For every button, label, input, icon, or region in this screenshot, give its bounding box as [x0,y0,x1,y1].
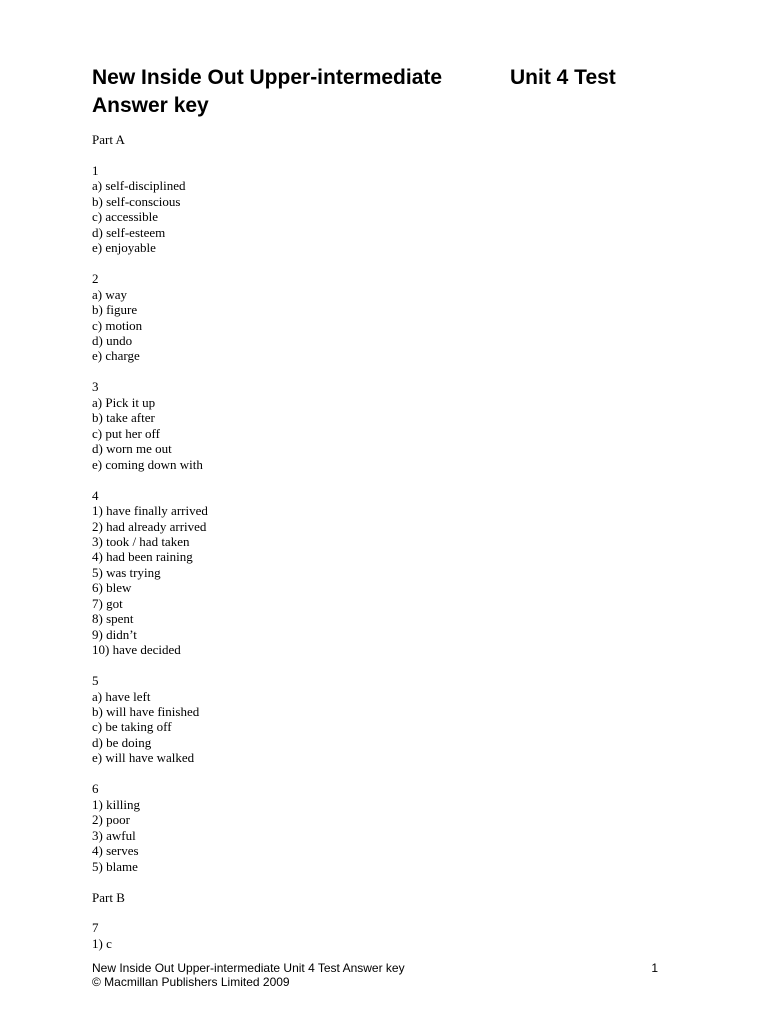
answer-item: a) way [92,286,128,302]
answer-item: e) will have walked [92,750,195,766]
exercise-number: 3 [92,379,99,395]
answer-item: d) self-esteem [92,224,166,240]
answer-item: d) worn me out [92,441,172,457]
title-book-name: New Inside Out Upper-intermediate [92,66,443,89]
answer-key-page [92,64,672,967]
answer-item: 10) have decided [92,642,181,658]
answer-item: b) take after [92,410,155,426]
answer-item: c) accessible [92,209,159,225]
answer-item: e) coming down with [92,456,203,472]
exercise-section [92,163,672,256]
page-number: 1 [651,961,658,975]
title-answer-key: Answer key [92,94,209,117]
exercise-section [92,673,672,766]
exercise-section [92,920,672,951]
answer-item: 1) have finally arrived [92,503,208,519]
answer-item: e) enjoyable [92,240,156,256]
exercise-section [92,781,672,874]
footer-copyright: © Macmillan Publishers Limited 2009 [92,975,290,989]
answer-item: 1) killing [92,796,141,812]
answer-item: 5) blame [92,858,138,874]
exercise-number: 6 [92,781,99,797]
part-a-label: Part A [92,132,125,147]
answer-item: 4) serves [92,843,139,859]
answer-item: b) figure [92,302,138,318]
exercise-section [92,488,672,658]
part-b-label: Part B [92,889,125,905]
exercise-section [92,271,672,364]
exercise-number: 5 [92,673,99,689]
exercise-number: 4 [92,487,99,503]
answer-item: b) will have finished [92,704,200,719]
exercise-number: 1 [92,162,99,178]
answer-item: 2) poor [92,812,130,828]
answer-item: 3) awful [92,827,136,843]
answer-item: 1) c [92,935,112,951]
answer-item: 8) spent [92,611,134,627]
answer-item: a) Pick it up [92,394,156,410]
footer-title: New Inside Out Upper-intermediate Unit 4 Test Answer key [92,961,405,975]
answer-item: c) put her off [92,425,160,441]
page-footer [92,961,658,989]
exercise-number: 2 [92,271,99,287]
part-a-sections [92,163,672,874]
answer-item: b) self-conscious [92,193,181,209]
answer-item: 7) got [92,595,123,611]
part-b-sections [92,920,672,951]
document-title [92,64,672,92]
exercise-number: 7 [92,920,99,936]
answer-item: 6) blew [92,580,132,596]
answer-item: a) have left [92,688,151,704]
answer-item: 4) had been raining [92,549,193,565]
answer-item: c) motion [92,317,143,333]
answer-item: 9) didn’t [92,626,137,642]
answer-item: d) be doing [92,734,152,750]
answer-item: 3) took / had taken [92,533,190,549]
answer-item: d) undo [92,332,133,348]
answer-item: 5) was trying [92,564,161,580]
document-body [92,132,672,951]
title-unit: Unit 4 Test [510,66,616,89]
exercise-section [92,379,672,472]
answer-item: e) charge [92,348,140,364]
answer-item: 2) had already arrived [92,518,207,534]
answer-item: a) self-disciplined [92,178,186,194]
answer-item: c) be taking off [92,719,172,735]
